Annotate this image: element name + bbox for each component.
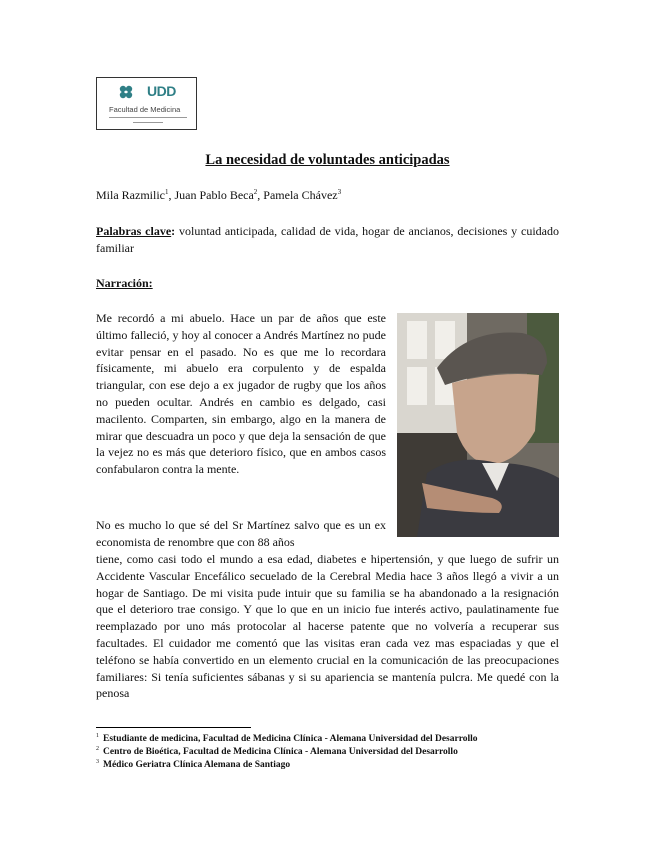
footnote-text: Estudiante de medicina, Facultad de Medicina Clínica - Alemana Universidad del Desarrollo [103, 734, 478, 745]
author-note: 2 [253, 188, 258, 196]
logo-subline [133, 122, 163, 123]
author-note: 1 [164, 188, 169, 196]
footnote-2 [96, 746, 458, 757]
author-note: 3 [337, 188, 342, 196]
author-name: Juan Pablo Beca [174, 188, 254, 202]
footnote-text: Médico Geriatra Clínica Alemana de Santiago [103, 760, 291, 771]
logo-subline [109, 117, 187, 118]
narrative-paragraph-2-start: No es mucho lo que sé del Sr Martínez salvo que es un ex economista de renombre que con 88 años [96, 518, 386, 549]
footnote-number: 1 [96, 733, 99, 739]
author-name: Mila Razmilic [96, 188, 165, 202]
footnote-1 [96, 733, 478, 744]
footnote-text: Centro de Bioética, Facultad de Medicina Clínica - Alemana Universidad del Desarrollo [103, 747, 458, 758]
footnote-3 [96, 759, 290, 770]
logo-faculty: Facultad de Medicina [109, 105, 181, 114]
elderly-man-photo [397, 313, 559, 537]
faculty-emblem-icon [117, 84, 139, 100]
footnote-number: 3 [96, 759, 99, 765]
faculty-logo [96, 77, 197, 130]
page-title: La necesidad de voluntades anticipadas [205, 152, 450, 168]
narrative-paragraph-1: Me recordó a mi abuelo. Hace un par de años que este último falleció, y hoy al conocer a Andrés Martínez no pude evitar pensar en el pasado. No es que me lo recordara físicamente, mi abuelo era corpulento y de espalda triangular, con ese dejo a ex jugador de rugby que los años no pueden ocultar. Andrés en cambio es delgado, casi macilento. Comparten, sin embargo, algo en la manera de mirar que descuadra un poco y que deja la sensación de que la vejez no es más que deterioro físico, que en ambos casos confabularon contra la mente. [96, 311, 386, 477]
narrative-paragraph-2-continued: tiene, como casi todo el mundo a esa edad, diabetes e hipertensión, y que luego de sufrir un Accidente Vascular Encefálico secuelado de la Cerebral Media hace 3 años llegó a vivir a un hogar de Santiago. De mi visita pude intuir que su familia se ha abandonado a la resignación que el deterioro trae consigo. Y que lo que en un inicio fue interés activo, paulatinamente fue reemplazado por uno más protocolar al hacerse patente que no volvería a recuperar sus facultades. El cuidador me comentó que las visitas eran cada vez mas espaciadas y que el teléfono se había convertido en un elemento crucial en la comunicación de las preocupaciones familiares: Si tenía suficientes sábanas y si su apariencia se mantenía pulcra. Me quedé con la penosa [96, 552, 559, 701]
authors-line: Mila Razmilic$^1$, Juan Pablo Beca$^2$, Pamela Chávez$^3$ [96, 188, 342, 202]
keywords-paragraph: Palabras clave: voluntad anticipada, calidad de vida, hogar de ancianos, decisiones y cuidado familiar [96, 224, 559, 255]
footnote-divider [96, 727, 251, 728]
keywords-label: Palabras clave [96, 224, 172, 238]
logo-brand: UDD [147, 83, 176, 99]
author-name: Pamela Chávez [263, 188, 338, 202]
footnote-number: 2 [96, 746, 99, 752]
keywords-text: voluntad anticipada, calidad de vida, hogar de ancianos, decisiones y cuidado familiar [96, 224, 559, 255]
narration-heading: Narración: [96, 276, 153, 290]
